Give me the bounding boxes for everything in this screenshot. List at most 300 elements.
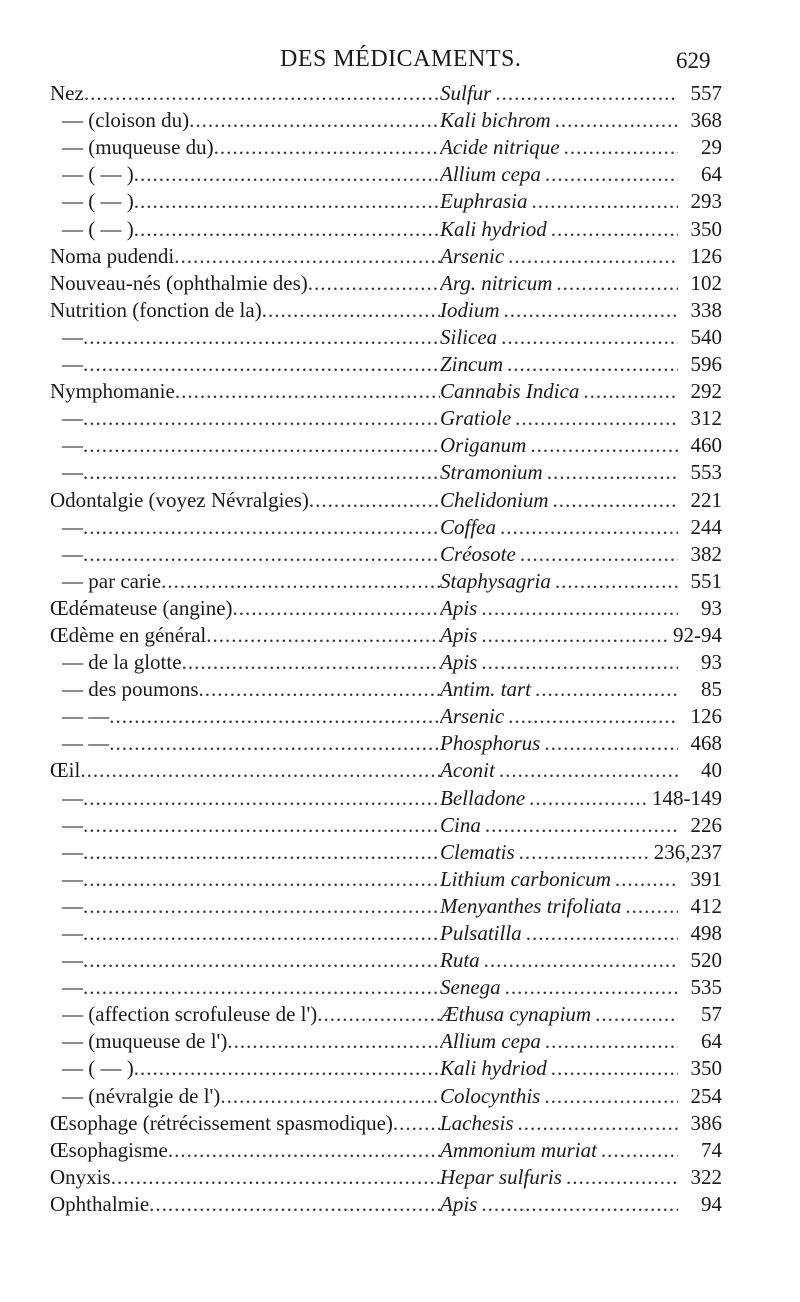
entry-remedy-cell (440, 134, 678, 161)
dot-leader (83, 459, 440, 486)
entry-term: Nutrition (fonction de la) (50, 297, 262, 322)
entry-page-ref: 244 (690, 514, 722, 539)
entry-term-cell (50, 378, 440, 405)
dot-leader (83, 785, 440, 812)
entry-remedy-cell (440, 1001, 678, 1028)
entry-term-cell (50, 947, 440, 974)
index-entry (50, 595, 722, 622)
entry-term-cell (50, 1191, 440, 1218)
dot-leader (174, 243, 440, 270)
entry-term-cell (50, 161, 440, 188)
entry-term: — (muqueuse du) (62, 135, 214, 160)
entry-remedy-cell (440, 378, 678, 405)
entry-remedy: Acide nitrique (440, 135, 560, 160)
dot-leader (111, 1164, 440, 1191)
index-entry (50, 893, 722, 920)
index-entry (50, 188, 722, 215)
entry-term: — (névralgie de l') (62, 1083, 221, 1108)
entry-term: — (62, 975, 83, 1000)
dot-leader (84, 80, 440, 107)
index-entry (50, 405, 722, 432)
entry-remedy: Staphysagria (440, 568, 551, 593)
index-entry (50, 432, 722, 459)
entry-remedy-cell (440, 947, 678, 974)
dot-leader (540, 730, 678, 757)
entry-page-ref: 551 (690, 568, 722, 593)
entry-remedy-cell (440, 866, 678, 893)
dot-leader (501, 974, 678, 1001)
entry-remedy-cell (440, 676, 678, 703)
entry-term-cell (50, 324, 440, 351)
entry-term: — (62, 433, 83, 458)
entry-page-ref: 85 (701, 677, 722, 702)
entry-term: — (62, 921, 83, 945)
dot-leader (579, 378, 678, 405)
entry-term-cell (50, 459, 440, 486)
entry-term: — (62, 514, 83, 539)
entry-page-ref: 386 (690, 1110, 722, 1135)
dot-leader (597, 1137, 678, 1164)
dot-leader (500, 297, 679, 324)
dot-leader (134, 161, 440, 188)
entry-remedy: Sulfur (440, 81, 492, 106)
entry-page-ref: 293 (690, 189, 722, 214)
dot-leader (547, 216, 678, 243)
entry-remedy-cell (440, 351, 678, 378)
entry-remedy: Kali hydriod (440, 1056, 547, 1081)
entry-page-ref: 368 (690, 108, 722, 133)
entry-page-ref: 350 (690, 216, 722, 241)
entry-remedy-cell (440, 622, 669, 649)
dot-leader (134, 188, 440, 215)
entry-remedy: Colocynthis (440, 1083, 541, 1108)
index-entry (50, 541, 722, 568)
dot-leader (220, 1083, 440, 1110)
dot-leader (540, 1083, 678, 1110)
entry-remedy-cell (440, 405, 678, 432)
entry-term: Œdème en général (50, 622, 207, 647)
entry-term-cell (50, 730, 440, 757)
entry-remedy-cell (440, 1083, 678, 1110)
entry-remedy-cell (440, 703, 678, 730)
index-entry (50, 757, 722, 784)
entry-page-ref: 93 (701, 650, 722, 675)
dot-leader (83, 351, 440, 378)
entry-remedy: Kali hydriod (440, 216, 547, 241)
entry-term-cell (50, 649, 440, 676)
dot-leader (562, 1164, 678, 1191)
entry-term: Œdémateuse (angine) (50, 595, 233, 620)
index-entry (50, 514, 722, 541)
dot-leader (496, 514, 678, 541)
entry-page-ref: 102 (690, 270, 722, 295)
entry-page-ref: 221 (690, 487, 722, 512)
index-entry (50, 784, 722, 811)
entry-page-ref: 74 (701, 1137, 722, 1162)
index-entry (50, 622, 722, 649)
entry-remedy-cell (440, 297, 678, 324)
entry-term: — (62, 948, 83, 973)
entry-term-cell (50, 1164, 440, 1191)
entry-remedy: Silicea (440, 324, 498, 349)
index-entry (50, 1164, 722, 1191)
entry-remedy-cell (440, 893, 678, 920)
entry-term: — (62, 406, 83, 431)
dot-leader (551, 568, 678, 595)
entry-page-ref: 412 (690, 893, 722, 918)
dot-leader (526, 432, 678, 459)
dot-leader (206, 622, 440, 649)
entry-page-ref: 520 (690, 948, 722, 973)
dot-leader (175, 378, 440, 405)
entry-term-cell (50, 107, 440, 134)
dot-leader (497, 324, 678, 351)
entry-remedy-cell (440, 1028, 678, 1055)
entry-term: Nymphomanie (50, 379, 175, 404)
entry-term: — (62, 866, 83, 891)
entry-remedy: Ammonium muriat (440, 1137, 597, 1162)
dot-leader (591, 1001, 678, 1028)
entry-remedy-cell (440, 785, 648, 812)
dot-leader (531, 676, 678, 703)
entry-page-ref: 535 (690, 975, 722, 1000)
dot-leader (481, 812, 678, 839)
index-entry (50, 676, 722, 703)
entry-term-cell (50, 1001, 440, 1028)
entry-term: Ophthalmie (50, 1191, 150, 1216)
dot-leader (547, 1055, 678, 1082)
dot-leader (549, 487, 679, 514)
entry-term-cell (50, 866, 440, 893)
entry-remedy-cell (440, 812, 678, 839)
entry-page-ref: 236,237 (653, 839, 722, 864)
dot-leader (83, 432, 440, 459)
dot-leader (495, 757, 678, 784)
index-entry (50, 1055, 722, 1082)
entry-term-cell (50, 974, 440, 1001)
dot-leader (83, 893, 440, 920)
entry-term: — par carie (62, 568, 162, 593)
entry-term-cell (50, 216, 440, 243)
dot-leader (477, 595, 678, 622)
entry-remedy: Cina (440, 812, 481, 837)
entry-remedy: Coffea (440, 514, 496, 539)
entry-page-ref: 460 (690, 433, 722, 458)
entry-remedy-cell (440, 1055, 678, 1082)
entry-term: — — (62, 731, 110, 756)
entry-remedy: Zincum (440, 352, 503, 377)
index-entry (50, 459, 722, 486)
entry-term-cell (50, 703, 440, 730)
dot-leader (227, 1028, 440, 1055)
entry-term-cell (50, 1028, 440, 1055)
entry-page-ref: 126 (690, 243, 722, 268)
entry-term: — de la glotte (62, 650, 182, 675)
page-number: 629 (676, 48, 711, 73)
entry-term-cell (50, 541, 440, 568)
entry-remedy: Antim. tart (440, 677, 532, 702)
entry-page-ref: 92-94 (673, 622, 722, 647)
dot-leader (480, 947, 678, 974)
entry-term-cell (50, 920, 440, 947)
entry-page-ref: 312 (690, 406, 722, 431)
entry-remedy-cell (440, 1137, 678, 1164)
dot-leader (541, 1028, 678, 1055)
entry-term: Œil (50, 758, 81, 783)
dot-leader (83, 866, 440, 893)
dot-leader (621, 893, 678, 920)
dot-leader (161, 568, 440, 595)
entry-page-ref: 126 (690, 704, 722, 729)
entry-remedy-cell (440, 216, 678, 243)
entry-remedy-cell (440, 188, 678, 215)
index-entry (50, 947, 722, 974)
entry-term-cell (50, 80, 440, 107)
index-entry (50, 107, 722, 134)
entry-remedy: Origanum (440, 433, 527, 458)
entry-remedy-cell (440, 839, 650, 866)
entry-term-cell (50, 351, 440, 378)
entry-term: Odontalgie (voyez Névralgies) (50, 487, 309, 512)
entry-page-ref: 540 (690, 324, 722, 349)
dot-leader (543, 459, 678, 486)
entry-term-cell (50, 595, 440, 622)
dot-leader (83, 541, 440, 568)
entry-remedy: Phosphorus (440, 731, 541, 756)
entry-page-ref: 40 (701, 758, 722, 783)
entry-remedy: Kali bichrom (440, 108, 551, 133)
entry-remedy-cell (440, 161, 678, 188)
dot-leader (83, 974, 440, 1001)
entry-remedy-cell (440, 487, 678, 514)
dot-leader (80, 757, 440, 784)
entry-term-cell (50, 757, 440, 784)
index-entry (50, 649, 722, 676)
page-header (0, 44, 800, 78)
dot-leader (541, 161, 678, 188)
entry-remedy-cell (440, 270, 678, 297)
index-entry (50, 486, 722, 513)
entry-remedy-cell (440, 432, 678, 459)
index-entry (50, 215, 722, 242)
dot-leader (477, 1191, 678, 1218)
dot-leader (214, 134, 440, 161)
entry-term-cell (50, 839, 440, 866)
entry-remedy: Stramonium (440, 460, 543, 485)
entry-remedy: Arsenic (440, 243, 505, 268)
entry-term-cell (50, 1055, 440, 1082)
entry-term-cell (50, 270, 440, 297)
entry-remedy-cell (440, 324, 678, 351)
entry-term-cell (50, 1137, 440, 1164)
index-entry (50, 270, 722, 297)
index-entry (50, 324, 722, 351)
entry-term: — ( — ) (62, 216, 134, 241)
entry-page-ref: 57 (701, 1002, 722, 1027)
entry-term: Œsophage (rétrécissement spasmodique) (50, 1110, 393, 1135)
entry-term: — (62, 460, 83, 485)
entry-term: Noma pudendi (50, 243, 175, 268)
dot-leader (233, 595, 440, 622)
index-entry (50, 866, 722, 893)
index-entry (50, 134, 722, 161)
entry-term-cell (50, 405, 440, 432)
index-entry (50, 351, 722, 378)
index-entry (50, 920, 722, 947)
entry-term: Onyxis (50, 1164, 111, 1189)
dot-leader (109, 703, 440, 730)
entry-term-cell (50, 893, 440, 920)
entry-term: — (62, 324, 83, 349)
dot-leader (514, 1110, 679, 1137)
entry-term-cell (50, 812, 440, 839)
entry-remedy: Senega (440, 975, 501, 1000)
index-entry (50, 1137, 722, 1164)
entry-remedy: Iodium (440, 297, 500, 322)
entry-remedy: Apis (440, 1191, 478, 1216)
entry-page-ref: 292 (690, 379, 722, 404)
entry-remedy: Lachesis (440, 1110, 514, 1135)
entry-term: — (62, 352, 83, 377)
dot-leader (317, 1001, 440, 1028)
index-entry (50, 568, 722, 595)
entry-term-cell (50, 134, 440, 161)
dot-leader (83, 812, 440, 839)
entry-term: Nez (50, 81, 84, 106)
entry-page-ref: 498 (690, 921, 722, 945)
entry-term: Œsophagisme (50, 1137, 168, 1162)
entry-page-ref: 322 (690, 1164, 722, 1189)
entry-term: — (62, 839, 83, 864)
entry-remedy-cell (440, 514, 678, 541)
index-entry (50, 243, 722, 270)
entry-term-cell (50, 568, 440, 595)
dot-leader (149, 1191, 440, 1218)
entry-page-ref: 148-149 (652, 785, 722, 810)
dot-leader (522, 920, 678, 947)
entry-remedy: Arsenic (440, 704, 505, 729)
dot-leader (491, 80, 678, 107)
index-entry (50, 1110, 722, 1137)
entry-page-ref: 93 (701, 595, 722, 620)
entry-term-cell (50, 432, 440, 459)
dot-leader (83, 839, 440, 866)
entry-page-ref: 553 (690, 460, 722, 485)
index-entry (50, 1191, 722, 1218)
entry-remedy: Pulsatilla (440, 921, 522, 945)
entry-remedy: Clematis (440, 839, 515, 864)
entry-remedy: Chelidonium (440, 487, 549, 512)
dot-leader (308, 270, 440, 297)
dot-leader (109, 730, 440, 757)
entry-page-ref: 382 (690, 541, 722, 566)
entry-page-ref: 94 (701, 1191, 722, 1216)
dot-leader (511, 405, 678, 432)
entry-term: — (62, 893, 83, 918)
entry-remedy: Allium cepa (440, 1029, 541, 1054)
index-entry (50, 1001, 722, 1028)
entry-page-ref: 596 (690, 352, 722, 377)
entry-page-ref: 557 (690, 81, 722, 106)
entry-page-ref: 254 (690, 1083, 722, 1108)
entry-term: Nouveau-nés (ophthalmie des) (50, 270, 308, 295)
index-entry (50, 974, 722, 1001)
entry-remedy: Menyanthes trifoliata (440, 893, 622, 918)
dot-leader (551, 107, 678, 134)
dot-leader (611, 866, 678, 893)
dot-leader (168, 1137, 440, 1164)
entry-remedy: Gratiole (440, 406, 512, 431)
dot-leader (199, 676, 441, 703)
entry-remedy: Belladone (440, 785, 526, 810)
dot-leader (83, 514, 440, 541)
entry-remedy-cell (440, 1110, 678, 1137)
entry-page-ref: 468 (690, 731, 722, 756)
index-entry (50, 812, 722, 839)
entry-term: — ( — ) (62, 189, 134, 214)
entry-page-ref: 64 (701, 1029, 722, 1054)
entry-remedy: Aconit (440, 758, 495, 783)
entry-term: — ( — ) (62, 162, 134, 187)
entry-term-cell (50, 676, 440, 703)
entry-remedy: Hepar sulfuris (440, 1164, 562, 1189)
entry-remedy-cell (440, 920, 678, 947)
dot-leader (83, 405, 440, 432)
index-entry (50, 839, 722, 866)
entry-term-cell (50, 297, 440, 324)
entry-remedy: Euphrasia (440, 189, 528, 214)
entry-page-ref: 350 (690, 1056, 722, 1081)
dot-leader (525, 785, 648, 812)
entry-page-ref: 64 (701, 162, 722, 187)
dot-leader (83, 947, 440, 974)
entry-remedy: Cannabis Indica (440, 379, 580, 404)
entry-remedy-cell (440, 80, 678, 107)
entry-term: — (62, 812, 83, 837)
entry-remedy-cell (440, 107, 678, 134)
index-entry (50, 80, 722, 107)
entry-remedy-cell (440, 568, 678, 595)
entry-remedy-cell (440, 649, 678, 676)
entry-term: — (62, 785, 83, 810)
entry-term-cell (50, 1110, 440, 1137)
entry-remedy-cell (440, 595, 678, 622)
entry-remedy: Allium cepa (440, 162, 541, 187)
entry-remedy: Lithium carbonicum (440, 866, 611, 891)
entry-page-ref: 29 (701, 135, 722, 160)
dot-leader (560, 134, 678, 161)
entry-term-cell (50, 514, 440, 541)
index-entry (50, 297, 722, 324)
dot-leader (503, 351, 678, 378)
entry-remedy-cell (440, 1164, 678, 1191)
dot-leader (504, 703, 678, 730)
entry-term-cell (50, 243, 440, 270)
index-entry (50, 161, 722, 188)
entry-term-cell (50, 188, 440, 215)
entry-remedy: Æthusa cynapium (440, 1002, 592, 1027)
entry-remedy-cell (440, 541, 678, 568)
entry-term: — ( — ) (62, 1056, 134, 1081)
entry-remedy: Apis (440, 595, 478, 620)
entry-remedy: Créosote (440, 541, 516, 566)
dot-leader (83, 324, 440, 351)
entry-term: — (muqueuse de l') (62, 1029, 228, 1054)
dot-leader (309, 487, 440, 514)
entry-remedy-cell (440, 243, 678, 270)
entry-remedy-cell (440, 974, 678, 1001)
index-entry (50, 378, 722, 405)
